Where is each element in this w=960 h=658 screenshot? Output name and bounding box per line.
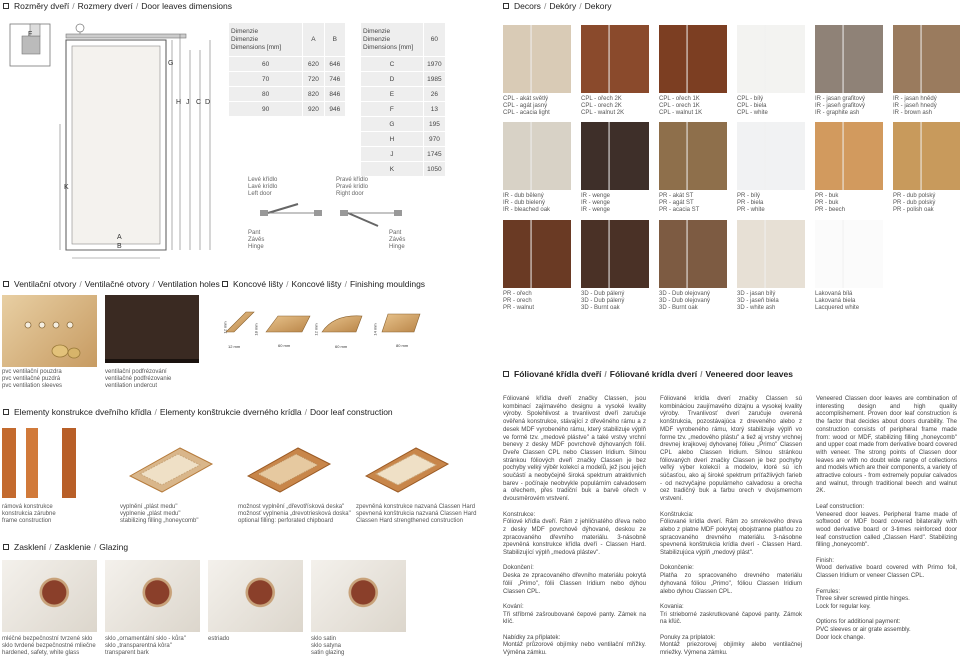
decor-swatch [893,25,960,117]
ventilation-sleeves-photo [2,295,97,367]
decor-label: IR - wenge IR - wenge IR - wenge [581,193,611,213]
drawing-label-b: B [117,243,122,250]
right-door-label: Pravé křídlo Pravé krídlo Right door [336,177,369,197]
decor-color-sample [815,122,883,190]
hinge-label-right: Pant Závěs Hinge [389,230,406,250]
decor-swatch [815,25,883,117]
table-row: K 1050 [361,162,446,177]
text-column-en: Veneered Classen door leaves are combination of interesting design and high quality accomplishement. Proven door leaf construction is the factor that decides about doors durability. The construction consists of peripheral frame made from: wood or MDF, stabilizing filling „honeycomb" and upper coat made from derivative board covered with veneer. The strong points of Classen door leaves are with no doubt wide range of collections and models which are their components, a variety of attractive colours - from extremely popular calvados and walnut, through traditional beech and walnut 2K. Leaf construction: Veneered door leaves. Peripheral frame made of softwood or MDF board covered bilaterally with wood derivative board or 3-times reinforced door leaf construction called „Classen Hard". Stabilizing filling „honeycomb". Finish: Wood derivative board covered with Primo foil, Classen Iridium or veneer Classen CPL. Ferrules: Three silver screwed pintle hinges. Lock for regular key. Options for additional payment: PVC sleeves or air grate assembly. Door lock change. [816,395,957,641]
title-en: Door leaf construction [309,407,393,417]
decor-label: 3D - Dub olejovaný 3D - Dub olejovaný 3D - Burnt oak [659,291,711,311]
col-a-header: A [303,23,324,57]
section-bullet-icon [3,281,9,287]
decor-label: PR - buk PR - buk PR - beech [815,193,846,213]
decor-swatch [893,122,960,214]
title-en: Finishing mouldings [349,279,426,289]
decor-swatch [503,220,571,312]
section-title-dimensions: Rozměry dveří / Rozmery dverí / Door leaves dimensions [3,1,232,11]
drawing-label-h: H [176,99,182,106]
decor-color-sample [737,25,805,93]
section-bullet-icon [3,544,9,550]
decor-color-sample [503,25,571,93]
table-row: 70 720 746 [229,72,346,87]
section-bullet-icon [222,281,228,287]
drawing-label-f: F [28,31,33,38]
caption-construction-honeycomb: vyplnění „plást medu" vyplnenie „plást medu" stabilizing filling „honeycomb" [120,504,199,524]
construction-frame-photo [2,428,102,498]
decor-color-sample [893,25,960,93]
decor-label: PR - ořech PR - orech PR - walnut [503,291,535,311]
decor-color-sample [815,220,883,288]
table-header: Dimenzie Dimenzie Dimensions [mm] [229,23,303,57]
title-cz: Elementy konstrukce dveřního křídla [14,407,152,417]
drawing-label-a: A [117,234,122,241]
decor-label: PR - dub polský PR - dub polský PR - polish oak [893,193,936,213]
decor-label: 3D - jasan bílý 3D - jaseň biela 3D - white ash [737,291,779,311]
title-sk: Fóliované krídla dverí [609,369,698,379]
moulding-dim: 14 mm [372,323,378,336]
title-en: Veneered door leaves [705,369,793,379]
glazing-photo [2,560,97,632]
text-column-cz: Fóliované křídla dveří značky Classen, jsou kombinací zajímavého designu a vysoké kvality výroby. Spolehlivost a trvanlivost dveří zaručuje ověřená konstrukce, stávající z dřevěného rámu a z desek MDF vyrobeného rámu, který stabilizuje výplň ve formě tzv. „medové plástve" a také vrstvy vrchní benevy z desky MDF povrchově dýhovaných fólií. Dveře Classen CPL nebo Classen Iridium. Silnou stránkou fóliových dveří značky Classen je bez pochyby velký výběr kolekcí a modelů, jež jsou jejich součástí a neobyčejně široká spektrum atraktivních barev - počínaje neobvykle populárním calvadosem a ořechem, přes tradiční buk a barvě ořech v dvousměrovém vrstvení. Konstrukce: Fóliové křídla dveří. Rám z jehličnatého dřeva nebo z desky MDF povrchově dýhované, deskou ze zpracovaného dřevního materiálu. 3-násobně zpevněná konstrukce křídla dveří - Classen Hard. Stabilizující výplň „medová plástev". Dokončení: Deska ze zpracovaného dřevního materiálu pokrytá fólií „Primo", fólii Classen Iridium nebo dýhou Classen CPL. Kování: Tři stříbrné zašroubované čepové panty. Zámek na klíč. Nabídky za příplatek: Montáž průzorové objímky nebo ventilační mřížky. Výměna zámku. [503,395,646,657]
caption-glazing-white: mléčné bezpečnostní tvrzené sklo sklo tvrdené bezpečnostné mliečne hardened, safety, white glass [2,636,96,656]
decor-label: CPL - bílý CPL - biela CPL - white [737,96,768,116]
section-title-mouldings: Koncové lišty / Koncové lišty / Finishing mouldings [222,279,425,289]
title-en: Ventilation holes [157,279,220,289]
decor-color-sample [581,25,649,93]
section-bullet-icon [503,371,509,377]
table-row: 90 920 946 [229,102,346,117]
dimensions-table-letters [360,22,446,177]
decor-color-sample [581,220,649,288]
table-row: 60 620 646 [229,57,346,72]
decor-swatch [503,122,571,214]
caption-construction-chipboard: možnost vyplnění „dřevotřísková deska" možnosť vyplnenia „drevotriesková doska" optional filling: perforated chipboard [238,504,351,524]
title-sk: Koncové lišty [291,279,342,289]
table-row: 80 820 846 [229,87,346,102]
section-bullet-icon [503,3,509,9]
section-title-construction: Elementy konstrukce dveřního křídla / Elementy konštrukcie dverného krídla / Door leaf construction [3,407,393,417]
moulding-dim: 12 mm [313,323,319,336]
door-swing-diagram [258,200,418,230]
decor-label: CPL - ořech 2K CPL - orech 2K CPL - walnut 2K [581,96,625,116]
caption-glazing-satin: sklo satin sklo satyna satin glazing [311,636,345,656]
moulding-dim: 80 mm [396,343,409,348]
construction-classen-hard-photo [356,428,456,498]
section-bullet-icon [3,3,9,9]
section-title-glazing: Zasklení / Zasklenie / Glazing [3,542,128,552]
decor-label: Lakovaná bílá Lakovaná biela Lacquered white [815,291,860,311]
construction-chipboard-photo [238,428,338,498]
decor-swatch [659,25,727,117]
dimensions-table-ab [228,22,346,117]
decor-label: CPL - akát světlý CPL - agát jasný CPL - acacia light [503,96,550,116]
decor-label: IR - jasan grafitový IR - jaseň grafitový IR - graphite ash [815,96,866,116]
drawing-label-d: D [205,99,211,106]
title-cz: Fóliované křídla dveří [514,369,602,379]
decor-color-sample [737,122,805,190]
decor-swatch [659,122,727,214]
title-en: Door leaves dimensions [141,1,232,11]
caption-glazing-bark: sklo „ornamentální sklo - kůra" sklo „transparentná kôra" transparent bark [105,636,186,656]
title-cz: Zasklení [14,542,47,552]
caption-ventilation-sleeves: pvc ventilační pouzdra pvc ventilačné puzdrá pvc ventilation sleeves [2,369,63,389]
title-sk: Rozmery dverí [77,1,133,11]
title-sk: Dekóry [549,1,577,11]
moulding-dim: 12 mm [222,321,228,334]
title-cz: Decors [514,1,541,11]
decor-swatch [581,25,649,117]
decor-swatch [659,220,727,312]
decor-swatch [581,220,649,312]
table-row: E 26 [361,87,446,102]
decor-color-sample [893,122,960,190]
title-en: Dekory [584,1,612,11]
decor-color-sample [503,220,571,288]
moulding-dim: 60 mm [278,343,291,348]
moulding-dim: 12 mm [228,344,241,349]
section-title-ventilation: Ventilační otvory / Ventilačné otvory / Ventilation holes [3,279,220,289]
decor-color-sample [815,25,883,93]
glazing-photo [208,560,303,632]
title-en: Glazing [99,542,129,552]
col-b-header: B [324,23,345,57]
caption-ventilation-undercut: ventilační podfrézování ventilačné podfrézovanie ventilation undercut [105,369,172,389]
decor-swatch [737,220,805,312]
decor-swatch [737,25,805,117]
hinge-label-left: Pant Závěs Hinge [248,230,265,250]
caption-construction-hard: zpevněná konstrukce nazvaná Classen Hard spevnená konštrukcia nazvaná Classen Hard Classen Hard strengthened construction [356,504,477,524]
decor-label: CPL - ořech 1K CPL - orech 1K CPL - walnut 1K [659,96,703,116]
decor-color-sample [659,220,727,288]
drawing-label-k: K [64,184,69,191]
title-sk: Zasklenie [54,542,91,552]
decor-color-sample [581,122,649,190]
section-title-decors: Decors / Dekóry / Dekory [503,1,612,11]
decor-color-sample [659,25,727,93]
table-row: D 1985 [361,72,446,87]
title-sk: Ventilačné otvory [84,279,150,289]
moulding-dim: 18 mm [253,323,259,336]
decor-label: PR - bílý PR - biela PR - white [737,193,765,213]
decor-color-sample [737,220,805,288]
drawing-label-g: G [168,60,174,67]
decor-label: PR - akát ST PR - agát ST PR - acacia ST [659,193,700,213]
mouldings-drawing [222,300,422,350]
text-column-sk: Fóliované krídla dverí značky Classen sú kombináciou zaujímavého dizajnu a vysokej kvality výroby. Trvanlivosť dverí zaručuje overená konštrukcia, pozostávajúca z dreveného alebo z MDF vyrobeného rámu, ktorý stabilizuje výplň vo forme tzv. „medového plástu" a tiež aj vrstvy vrchnej drevnej krajkovej dyhovanej fólieu „Primo" Classen CPL alebo Classen Iridium. Silnou stránkou fóliovaných dverí značky Classen je bez pochyby veľký výber kolekcií a modelov, ktoré sú ich súčasťou, ako aj široké spektrum príťažlivých farieb - od nezvyčajne populárneho calvadosu a orecha cez tradičný buk a farbu orech v dvojsmernom vrstvení. Konštrukcia: Fóliované krídla dverí. Rám zo smrekového dreva alebo z platne MDF pokrytej obojstranne platňou zo spracovaného drevného materiálu. 3-násobne spevnená konštrukcia krídla dverí - Classen Hard. Stabilizujúca výplň „medový plást". Dokončenie: Platňa zo spracovaného drevného materiálu dyhovaná fóliou „Primo", fóliou Classen Iridium alebo dyhou Classen CPL. Kovania: Tri strieborné zaskrutkované čapové panty. Zámok na kľúč. Ponuky za príplatok: Montáž priezorovej objímky alebo ventilačnej mriežky. Výmena zámku. [660,395,802,657]
section-title-veneered: Fóliované křídla dveří / Fóliované krídla dverí / Veneered door leaves [503,369,793,379]
decor-label: IR - dub bělený IR - dub bielený IR - bleached oak [503,193,551,213]
table-row: F 13 [361,102,446,117]
table-row: J 1745 [361,147,446,162]
decor-label: IR - jasan hnědý IR - jaseň hnedý IR - brown ash [893,96,937,116]
glazing-photo [311,560,406,632]
ventilation-undercut-photo [105,295,200,367]
table-row: C 1970 [361,57,446,72]
table-header: Dimenzie Dimenzie Dimensions [mm] [361,23,424,57]
section-bullet-icon [3,409,9,415]
moulding-dim: 60 mm [335,344,348,349]
drawing-label-j: J [186,99,190,106]
decor-color-sample [659,122,727,190]
decor-color-sample [503,122,571,190]
caption-glazing-estriado: estriado [208,636,230,642]
decor-swatch [581,122,649,214]
table-row: G 195 [361,117,446,132]
decor-swatch [815,122,883,214]
table-row: H 970 [361,132,446,147]
title-cz: Koncové lišty [233,279,284,289]
title-sk: Elementy konštrukcie dverného krídla [159,407,302,417]
decor-swatch [737,122,805,214]
title-cz: Rozměry dveří [14,1,70,11]
title-cz: Ventilační otvory [14,279,77,289]
glazing-photo [105,560,200,632]
header-value: 60 [423,23,445,57]
door-dimension-drawing [0,14,225,264]
decor-label: 3D - Dub pálený 3D - Dub pálený 3D - Burnt oak [581,291,625,311]
decor-swatch [503,25,571,117]
decor-swatch [815,220,883,312]
construction-honeycomb-photo [120,428,220,498]
left-door-label: Levé křídlo Lavé krídlo Left door [248,177,278,197]
caption-construction-frame: rámová konstrukce konstrukcia zárubne frame construction [2,504,56,524]
drawing-label-c: C [196,99,202,106]
